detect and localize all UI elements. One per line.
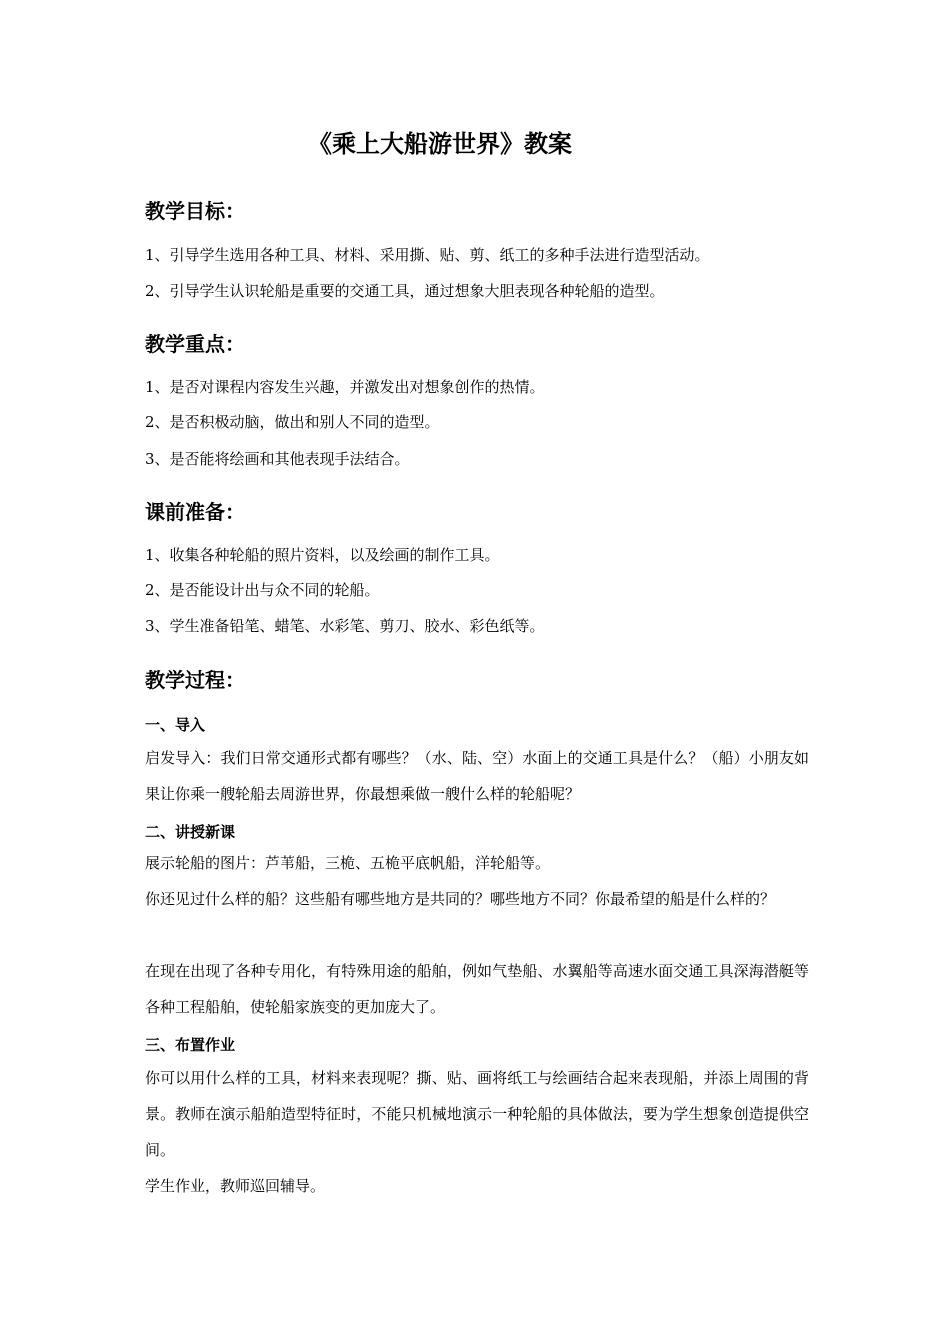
key-point-item-1: 1、是否对课程内容发生兴趣，并激发出对想象创作的热情。 [145, 378, 545, 396]
page-title: 《乘上大船游世界》教案 [308, 130, 572, 158]
section-homework-paragraph-1: 你可以用什么样的工具，材料来表现呢？撕、贴、画将纸工与绘画结合起来表现船，并添上周围的背景。教师在演示船舶造型特征时，不能只机械地演示一种轮船的具体做法，要为学生想象创造提供空间。 [145, 1069, 809, 1159]
preparation-item-1: 1、收集各种轮船的照片资料，以及绘画的制作工具。 [145, 546, 500, 564]
section-homework-paragraph-2: 学生作业，教师巡回辅导。 [145, 1177, 326, 1195]
objective-item-2: 2、引导学生认识轮船是重要的交通工具，通过想象大胆表现各种轮船的造型。 [145, 282, 665, 300]
section-homework-heading: 三、布置作业 [145, 1036, 236, 1054]
process-heading: 教学过程： [145, 668, 245, 692]
preparation-heading: 课前准备： [145, 500, 245, 524]
section-intro-paragraph: 启发导入：我们日常交通形式都有哪些？（水、陆、空）水面上的交通工具是什么？（船）小朋友如果让你乘一艘轮船去周游世界，你最想乘做一艘什么样的轮船呢？ [145, 749, 809, 803]
section-new-lesson-paragraph-2: 你还见过什么样的船？这些船有哪些地方是共同的？哪些地方不同？你最希望的船是什么样的？ [145, 890, 776, 908]
section-new-lesson-paragraph-1: 展示轮船的图片：芦苇船，三桅、五桅平底帆船，洋轮船等。 [145, 854, 551, 872]
key-point-item-3: 3、是否能将绘画和其他表现手法结合。 [145, 450, 410, 468]
section-new-lesson-paragraph-3: 在现在出现了各种专用化，有特殊用途的船舶，例如气垫船、水翼船等高速水面交通工具深海潜艇等各种工程船舶，使轮船家族变的更加庞大了。 [145, 962, 809, 1016]
key-point-item-2: 2、是否积极动脑，做出和别人不同的造型。 [145, 413, 440, 431]
preparation-item-3: 3、学生准备铅笔、蜡笔、水彩笔、剪刀、胶水、彩色纸等。 [145, 617, 545, 635]
section-new-lesson-heading: 二、讲授新课 [145, 823, 236, 841]
key-points-heading: 教学重点： [145, 332, 245, 356]
section-intro-heading: 一、导入 [145, 716, 206, 734]
objectives-heading: 教学目标： [145, 199, 245, 223]
preparation-item-2: 2、是否能设计出与众不同的轮船。 [145, 581, 380, 599]
objective-item-1: 1、引导学生选用各种工具、材料、采用撕、贴、剪、纸工的多种手法进行造型活动。 [145, 246, 710, 264]
